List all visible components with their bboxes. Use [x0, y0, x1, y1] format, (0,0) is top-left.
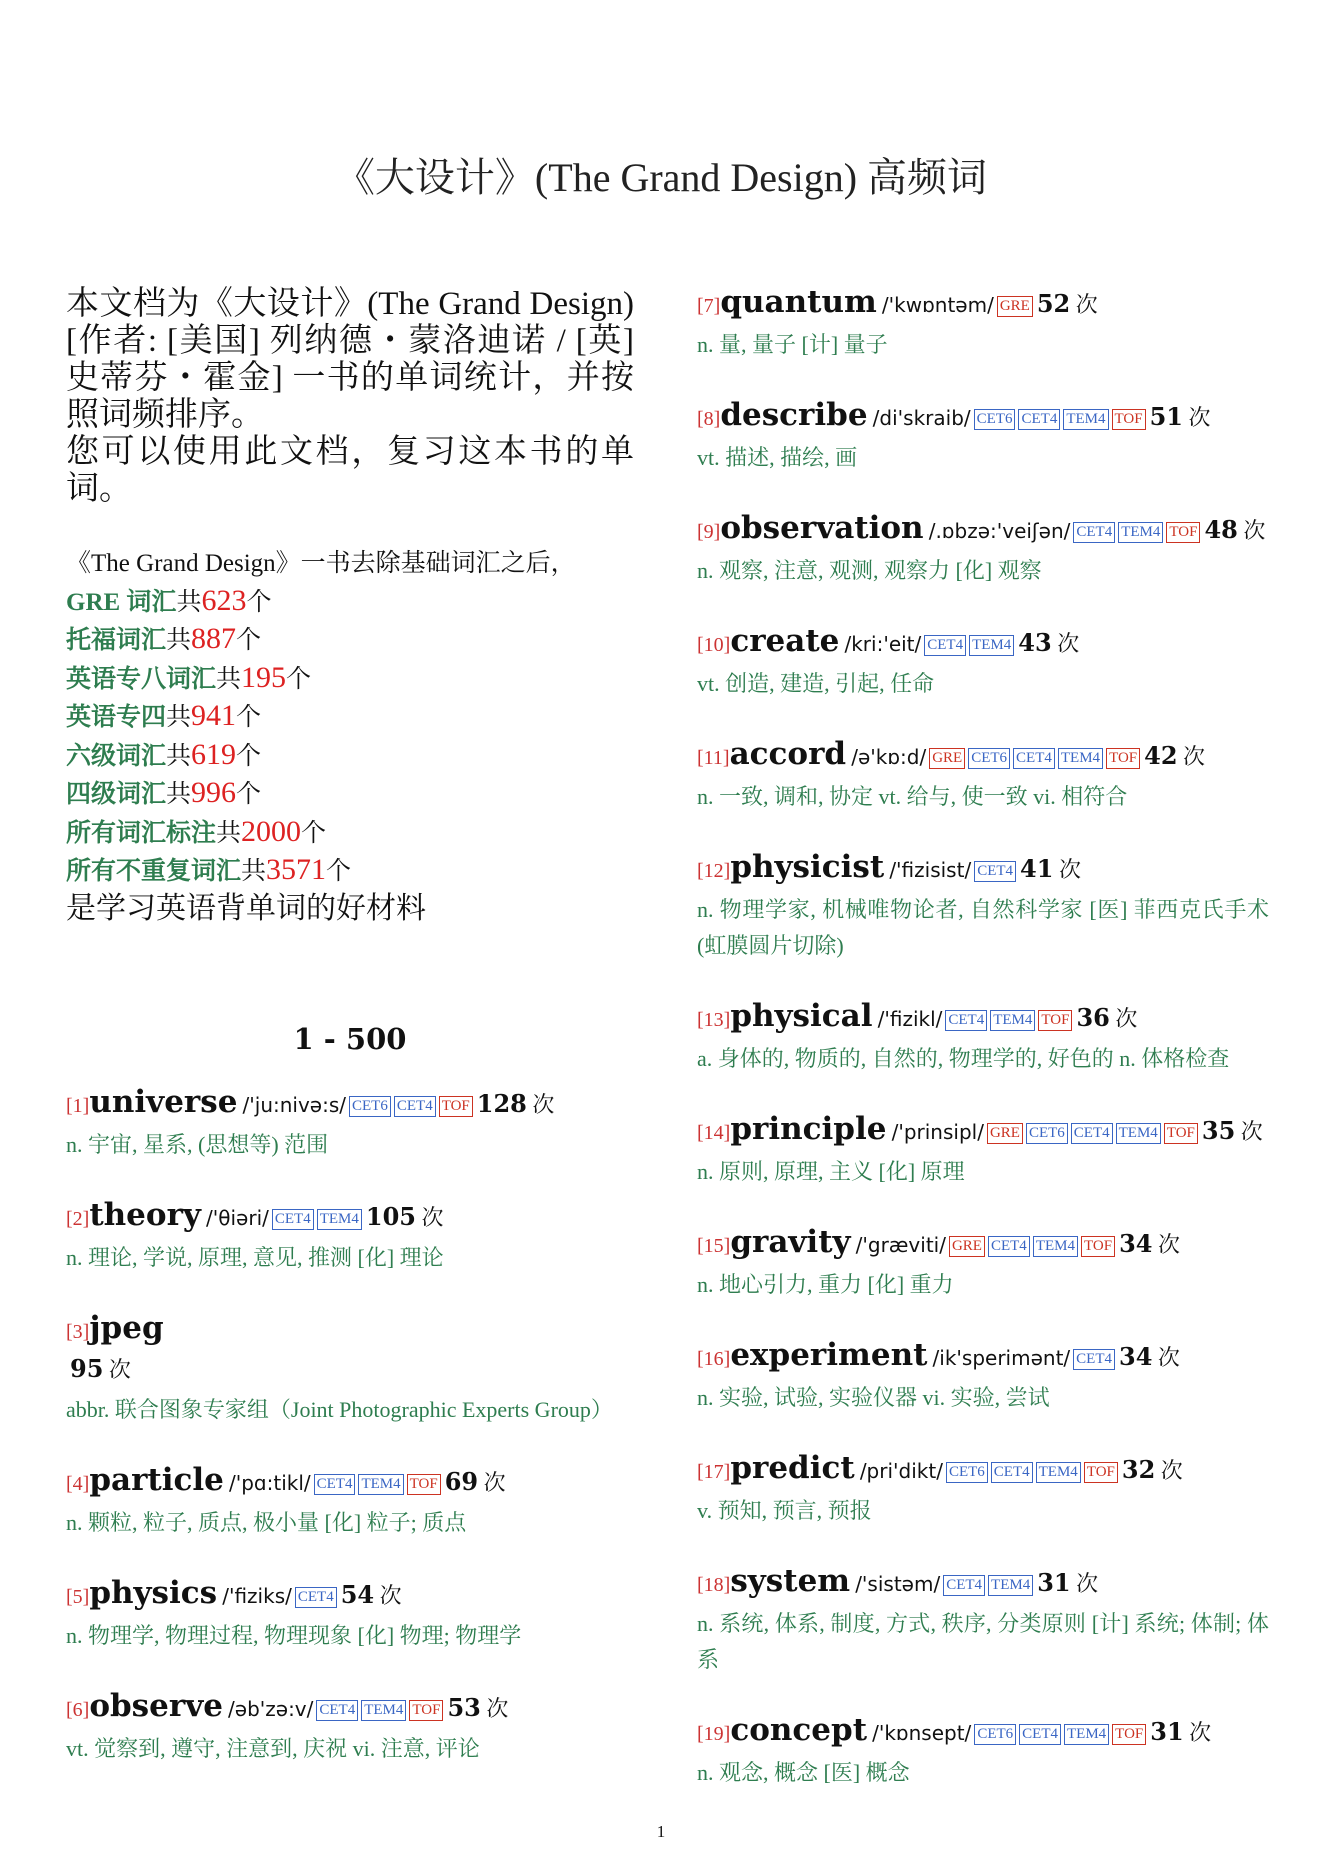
word-definition: vt. 觉察到, 遵守, 注意到, 庆祝 vi. 注意, 评论: [66, 1736, 480, 1761]
word-headword: particle: [89, 1462, 224, 1498]
stats-label: 六级词汇: [66, 742, 167, 770]
stats-gong: 共: [216, 819, 242, 847]
word-phonetic: /'θiəri/: [206, 1206, 269, 1230]
word-definition: a. 身体的, 物质的, 自然的, 物理学的, 好色的 n. 体格检查: [697, 1046, 1230, 1071]
word-index: [11]: [697, 747, 730, 769]
exam-tag: CET4: [1018, 409, 1060, 430]
stats-tail: 是学习英语背单词的好材料: [66, 891, 426, 925]
word-entry: [697, 1111, 1269, 1190]
stats-row: [66, 698, 634, 737]
word-count: 43: [1018, 628, 1052, 657]
word-headword: theory: [89, 1197, 201, 1233]
word-entry: [66, 1575, 634, 1654]
exam-tag: CET4: [991, 1462, 1033, 1483]
vocab-stats: [66, 546, 634, 927]
exam-tag: TOF: [407, 1474, 441, 1495]
stats-label: 所有不重复词汇: [66, 858, 242, 885]
exam-tag: CET4: [1019, 1724, 1061, 1745]
stats-row: [66, 621, 634, 660]
word-count: 95: [70, 1354, 104, 1383]
word-count: 69: [444, 1467, 479, 1496]
count-unit: 次: [526, 1092, 555, 1117]
word-headword: concept: [730, 1712, 868, 1748]
stats-number: 2000: [241, 814, 302, 848]
range-heading: 1 - 500: [293, 1022, 407, 1056]
exam-tag: TEM4: [1063, 409, 1108, 430]
word-index: [1]: [66, 1095, 90, 1117]
word-definition: abbr. 联合图象专家组（Joint Photographic Experts Group）: [66, 1397, 613, 1422]
word-entry: [697, 510, 1269, 589]
word-index: [17]: [697, 1461, 731, 1483]
stats-ge: 个: [236, 627, 262, 654]
word-index: [15]: [697, 1235, 731, 1257]
word-entry-head: [697, 1563, 1269, 1604]
word-headword: gravity: [730, 1224, 851, 1260]
word-count: 34: [1119, 1229, 1153, 1258]
word-count: 35: [1201, 1116, 1236, 1145]
count-unit: 次: [374, 1583, 402, 1608]
exam-tag: GRE: [929, 748, 965, 769]
word-entry: [697, 1450, 1269, 1529]
exam-tag: CET4: [924, 635, 966, 656]
stats-label: 托福词汇: [66, 627, 167, 654]
word-entry: [66, 1688, 634, 1767]
word-definition: n. 宇宙, 星系, (思想等) 范围: [66, 1132, 329, 1157]
exam-tag: CET6: [968, 748, 1010, 769]
count-unit: 次: [1182, 405, 1211, 430]
exam-tag: GRE: [997, 296, 1033, 317]
word-entry: [697, 998, 1269, 1077]
word-entry: [697, 849, 1269, 964]
exam-tag: CET6: [974, 409, 1016, 430]
word-phonetic: /'prinsipl/: [891, 1120, 984, 1144]
exam-tag: CET4: [295, 1587, 337, 1608]
word-count: 41: [1020, 854, 1054, 883]
word-headword: physics: [89, 1575, 218, 1611]
word-definition: n. 原则, 原理, 主义 [化] 原理: [697, 1159, 965, 1184]
word-phonetic: /'pɑ:tikl/: [229, 1471, 311, 1495]
word-index: [2]: [66, 1208, 90, 1230]
stats-ge: 个: [326, 858, 352, 885]
word-headword: physical: [730, 998, 873, 1034]
word-index: [13]: [697, 1009, 731, 1031]
word-entry-head: [66, 1197, 634, 1238]
stats-ge: 个: [236, 781, 262, 808]
exam-tag: TOF: [1081, 1236, 1115, 1257]
word-entry-head: [697, 1337, 1269, 1378]
stats-row: [66, 583, 634, 622]
count-unit: 次: [416, 1205, 444, 1230]
word-definition: n. 理论, 学说, 原理, 意见, 推测 [化] 理论: [66, 1245, 444, 1270]
word-headword: universe: [89, 1084, 238, 1120]
count-unit: 次: [1183, 1720, 1212, 1745]
word-count: 51: [1149, 402, 1183, 431]
exam-tag: TEM4: [1118, 522, 1163, 543]
stats-gong: 共: [166, 627, 192, 654]
exam-tag: CET4: [943, 1575, 985, 1596]
word-entry-head: [697, 397, 1269, 438]
word-count: 53: [447, 1693, 481, 1722]
word-count: 105: [365, 1202, 417, 1231]
word-entry: [697, 284, 1269, 363]
exam-tag: TEM4: [361, 1700, 406, 1721]
stats-label: 所有词汇标注: [66, 819, 217, 847]
stats-label: 四级词汇: [66, 781, 167, 808]
exam-tag: GRE: [949, 1236, 985, 1257]
exam-tag: CET4: [272, 1209, 314, 1230]
stats-number: 996: [191, 776, 237, 809]
word-phonetic: /di'skraib/: [872, 406, 971, 430]
word-entry-head: [697, 736, 1269, 777]
exam-tag: CET4: [394, 1096, 436, 1117]
word-count: 42: [1144, 741, 1178, 770]
intro-text: [66, 286, 634, 508]
word-entry-head: [66, 1688, 634, 1729]
stats-row: [66, 814, 634, 853]
word-entry: [697, 1337, 1269, 1416]
word-count: 31: [1037, 1568, 1071, 1597]
count-unit: 次: [1155, 1458, 1183, 1483]
word-index: [4]: [66, 1473, 90, 1495]
exam-tag: CET4: [974, 861, 1016, 882]
word-definition: n. 一致, 调和, 协定 vt. 给与, 使一致 vi. 相符合: [697, 784, 1128, 809]
exam-tag: TOF: [1112, 1724, 1146, 1745]
stats-gong: 共: [166, 704, 192, 731]
exam-tag: CET4: [316, 1700, 358, 1721]
exam-tag: CET6: [349, 1096, 391, 1117]
stats-ge: 个: [236, 704, 262, 731]
exam-tag: CET4: [945, 1010, 987, 1031]
word-phonetic: /'fiziks/: [222, 1584, 292, 1608]
word-index: [19]: [697, 1723, 731, 1745]
page-number: 1: [656, 1822, 666, 1841]
word-index: [16]: [697, 1348, 731, 1370]
word-headword: principle: [730, 1111, 887, 1147]
exam-tag: CET4: [1013, 748, 1055, 769]
exam-tag: TOF: [1112, 409, 1146, 430]
stats-label: 英语专八词汇: [66, 665, 217, 693]
count-unit: 次: [1051, 631, 1080, 656]
exam-tag: TEM4: [1116, 1123, 1161, 1144]
exam-tag: TOF: [439, 1096, 473, 1117]
word-count: 36: [1076, 1003, 1110, 1032]
word-entry-head: [697, 284, 1269, 325]
word-count: 54: [340, 1580, 375, 1609]
stats-number: 3571: [266, 853, 327, 886]
exam-tag: TEM4: [990, 1010, 1035, 1031]
word-index: [10]: [697, 634, 731, 656]
exam-tag: GRE: [987, 1123, 1023, 1144]
word-headword: jpeg: [89, 1310, 164, 1346]
word-phonetic: /'kɒnsept/: [872, 1721, 972, 1745]
stats-label: GRE 词汇: [66, 588, 177, 616]
word-entry-head: [66, 1575, 634, 1616]
word-entry: [697, 1224, 1269, 1303]
stats-number: 195: [241, 660, 287, 694]
exam-tag: TEM4: [317, 1209, 362, 1230]
word-entry-head: [66, 1310, 634, 1390]
exam-tag: TOF: [1084, 1462, 1118, 1483]
word-entry-head: [697, 1111, 1269, 1152]
word-headword: accord: [729, 736, 847, 772]
word-count: 128: [476, 1089, 527, 1118]
count-unit: 次: [480, 1696, 509, 1721]
stats-ge: 个: [286, 665, 312, 693]
count-unit: 次: [1235, 1119, 1263, 1144]
intro-paragraph-1: 本文档为《大设计》(The Grand Design)[作者: [美国] 列纳德・蒙洛迪诺 / [英] 史蒂芬・霍金] 一书的单词统计，并按照词频排序。: [66, 286, 634, 433]
exam-tag: CET4: [314, 1474, 356, 1495]
word-index: [9]: [697, 521, 721, 543]
word-definition: n. 系统, 体系, 制度, 方式, 秩序, 分类原则 [计] 系统; 体制; 体系: [697, 1611, 1269, 1672]
exam-tag: TOF: [409, 1700, 443, 1721]
left-column: [66, 286, 634, 1801]
count-unit: 次: [1237, 518, 1266, 543]
stats-gong: 共: [166, 742, 192, 770]
word-definition: n. 观念, 概念 [医] 概念: [697, 1760, 910, 1785]
stats-row: [66, 852, 634, 891]
word-phonetic: /'fizikl/: [877, 1007, 943, 1031]
word-list-right: [697, 284, 1269, 1791]
word-index: [18]: [697, 1574, 731, 1596]
word-count: 32: [1121, 1455, 1156, 1484]
stats-row: [66, 775, 634, 814]
word-entry: [697, 736, 1269, 815]
word-definition: n. 实验, 试验, 实验仪器 vi. 实验, 尝试: [697, 1385, 1050, 1410]
count-unit: 次: [1152, 1232, 1180, 1257]
count-unit: 次: [1053, 857, 1081, 882]
word-index: [12]: [697, 860, 731, 882]
word-entry-head: [66, 1462, 634, 1503]
word-headword: system: [730, 1563, 851, 1599]
exam-tag: TEM4: [1064, 1724, 1109, 1745]
word-index: [7]: [697, 295, 721, 317]
exam-tag: TOF: [1038, 1010, 1072, 1031]
page-title: 《大设计》(The Grand Design) 高频词: [334, 155, 988, 200]
count-unit: 次: [478, 1470, 506, 1495]
word-index: [8]: [697, 408, 721, 430]
word-index: [5]: [66, 1586, 90, 1608]
word-entry: [697, 623, 1269, 702]
word-entry: [697, 397, 1269, 476]
exam-tag: CET4: [1073, 1349, 1115, 1370]
word-entry-head: [697, 1450, 1269, 1491]
word-headword: create: [730, 623, 840, 659]
exam-tag: TEM4: [1033, 1236, 1078, 1257]
word-phonetic: /'kwɒntəm/: [881, 293, 994, 317]
stats-ge: 个: [246, 588, 272, 616]
intro-paragraph-2: 您可以使用此文档，复习这本书的单词。: [66, 434, 634, 507]
word-entry: [66, 1310, 634, 1428]
word-phonetic: /ik'sperimənt/: [932, 1346, 1071, 1370]
stats-rows: [66, 583, 634, 891]
word-phonetic: /'fizisist/: [889, 858, 972, 882]
exam-tag: TOF: [1164, 1123, 1198, 1144]
count-unit: 次: [1177, 744, 1206, 769]
word-index: [14]: [697, 1122, 731, 1144]
word-phonetic: /kri:'eit/: [844, 632, 922, 656]
stats-gong: 共: [176, 588, 202, 616]
word-phonetic: /.ɒbzə:'veiʃən/: [928, 519, 1071, 543]
count-unit: 次: [1070, 292, 1098, 317]
stats-number: 619: [191, 737, 237, 771]
exam-tag: TEM4: [1058, 748, 1103, 769]
exam-tag: CET6: [946, 1462, 988, 1483]
count-unit: 次: [103, 1357, 131, 1382]
word-entry: [66, 1462, 634, 1541]
word-index: [6]: [66, 1699, 90, 1721]
word-headword: describe: [720, 397, 868, 433]
word-definition: vt. 创造, 建造, 引起, 任命: [697, 671, 935, 696]
exam-tag: TEM4: [969, 635, 1014, 656]
word-entry: [697, 1712, 1269, 1791]
word-entry-head: [697, 849, 1269, 890]
word-count: 31: [1150, 1717, 1184, 1746]
exam-tag: CET4: [1073, 522, 1115, 543]
exam-tag: CET4: [1071, 1123, 1113, 1144]
word-list-left: [66, 1084, 634, 1767]
exam-tag: CET4: [988, 1236, 1030, 1257]
stats-gong: 共: [241, 858, 267, 885]
exam-tag: TEM4: [358, 1474, 403, 1495]
word-entry-head: [66, 1084, 634, 1125]
word-definition: v. 预知, 预言, 预报: [697, 1498, 872, 1523]
word-phonetic: /ə'kɒ:d/: [851, 745, 927, 769]
stats-row: [66, 660, 634, 699]
word-definition: n. 观察, 注意, 观测, 观察力 [化] 观察: [697, 558, 1042, 583]
stats-lead: 《The Grand Design》一书去除基础词汇之后，: [66, 550, 576, 577]
word-entry-head: [697, 510, 1269, 551]
word-headword: experiment: [730, 1337, 928, 1373]
word-phonetic: /pri'dikt/: [859, 1459, 943, 1483]
exam-tag: CET6: [974, 1724, 1016, 1745]
word-phonetic: /'sistəm/: [855, 1572, 941, 1596]
word-definition: n. 地心引力, 重力 [化] 重力: [697, 1272, 954, 1297]
word-entry-head: [697, 1712, 1269, 1753]
word-definition: n. 量, 量子 [计] 量子: [697, 332, 888, 357]
word-entry-head: [697, 1224, 1269, 1265]
word-count: 48: [1204, 515, 1238, 544]
word-entry: [697, 1563, 1269, 1678]
word-index: [3]: [66, 1321, 90, 1343]
word-definition: n. 物理学家, 机械唯物论者, 自然科学家 [医] 菲西克氏手术 (虹膜圆片切除): [697, 897, 1269, 958]
right-column: [697, 284, 1269, 1825]
word-headword: physicist: [730, 849, 885, 885]
count-unit: 次: [1152, 1345, 1180, 1370]
count-unit: 次: [1109, 1006, 1138, 1031]
word-entry-head: [697, 998, 1269, 1039]
exam-tag: TEM4: [988, 1575, 1033, 1596]
stats-ge: 个: [236, 742, 262, 770]
word-count: 34: [1119, 1342, 1153, 1371]
word-phonetic: /'græviti/: [855, 1233, 946, 1257]
count-unit: 次: [1070, 1571, 1099, 1596]
exam-tag: TEM4: [1036, 1462, 1081, 1483]
stats-number: 887: [191, 622, 237, 655]
stats-gong: 共: [166, 781, 192, 808]
exam-tag: TOF: [1106, 748, 1140, 769]
word-headword: observation: [720, 510, 924, 546]
stats-row: [66, 737, 634, 776]
exam-tag: TOF: [1166, 522, 1200, 543]
word-count: 52: [1036, 289, 1071, 318]
word-phonetic: /'ju:nivə:s/: [242, 1093, 347, 1117]
stats-ge: 个: [301, 819, 327, 847]
word-headword: quantum: [720, 284, 877, 320]
word-phonetic: /əb'zə:v/: [228, 1697, 314, 1721]
word-entry: [66, 1197, 634, 1276]
stats-number: 623: [201, 583, 247, 617]
word-entry: [66, 1084, 634, 1163]
word-definition: vt. 描述, 描绘, 画: [697, 445, 858, 470]
stats-label: 英语专四: [66, 704, 167, 731]
word-headword: observe: [89, 1688, 223, 1724]
exam-tag: CET6: [1026, 1123, 1068, 1144]
word-definition: n. 物理学, 物理过程, 物理现象 [化] 物理; 物理学: [66, 1623, 522, 1648]
stats-number: 941: [191, 699, 237, 732]
stats-gong: 共: [216, 665, 242, 693]
word-headword: predict: [730, 1450, 855, 1486]
word-entry-head: [697, 623, 1269, 664]
word-definition: n. 颗粒, 粒子, 质点, 极小量 [化] 粒子; 质点: [66, 1510, 467, 1535]
